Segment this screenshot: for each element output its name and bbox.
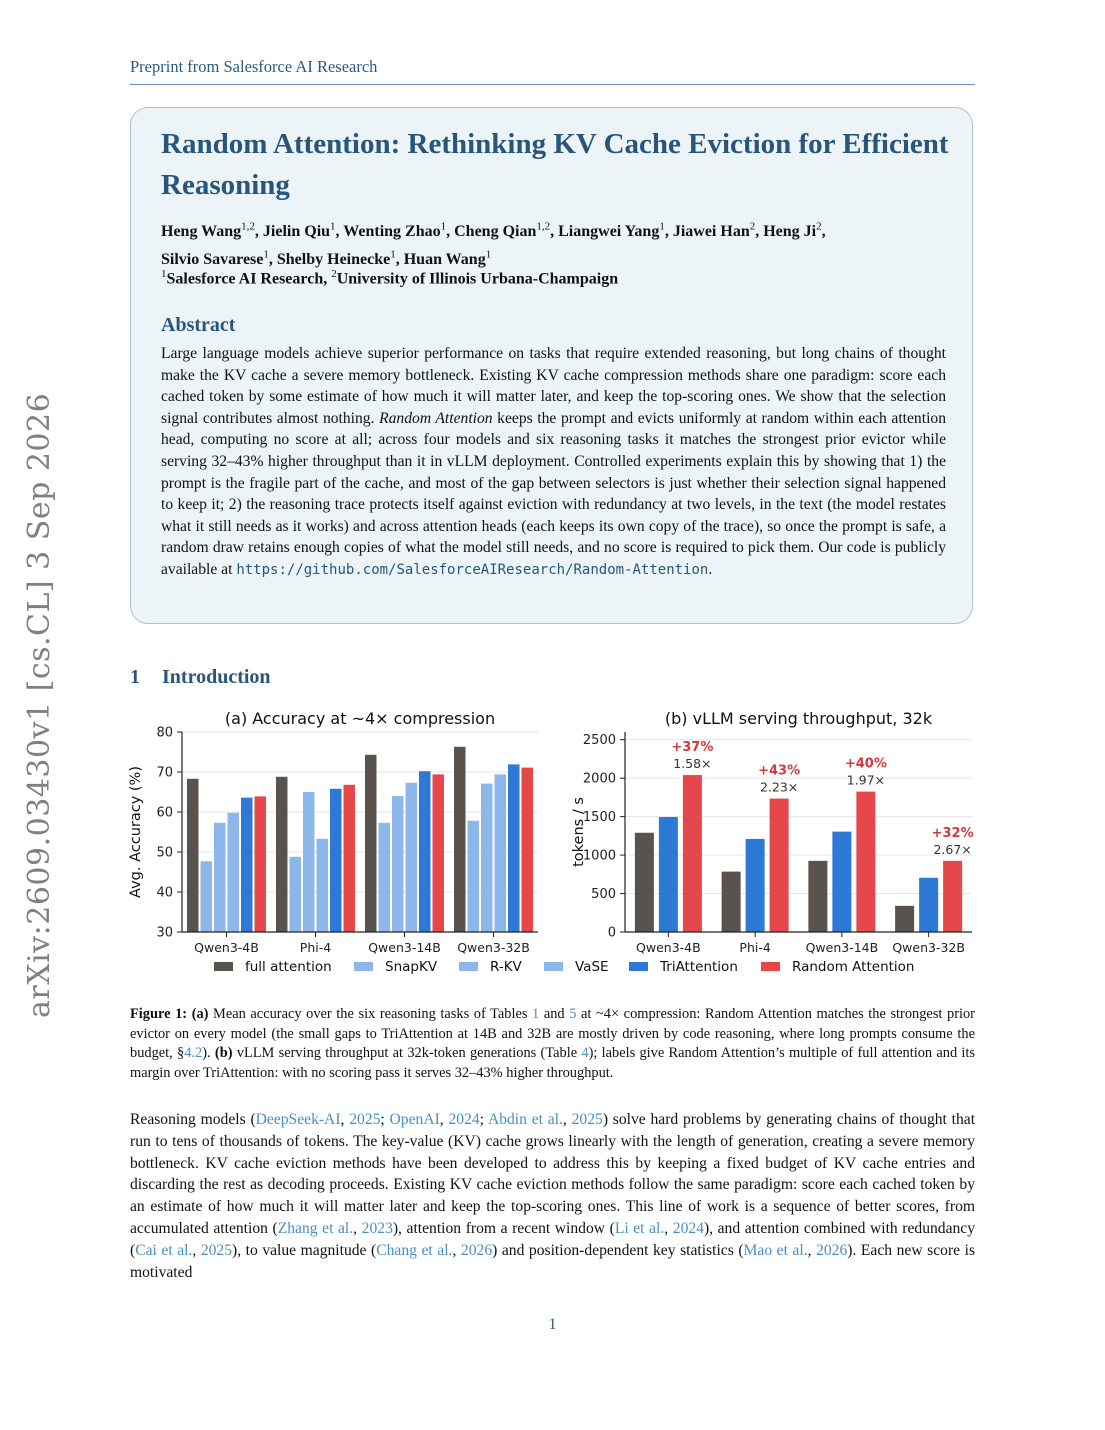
multiple-label: 2.23× (759, 779, 799, 795)
legend-swatch (629, 962, 648, 971)
table-ref-link[interactable]: 4 (581, 1045, 589, 1062)
section-ref-link[interactable]: 4.2 (184, 1045, 203, 1062)
y-tick-label: 80 (156, 725, 173, 741)
citation-link[interactable]: 2025 (200, 1241, 233, 1259)
bar (241, 798, 253, 932)
page-number: 1 (548, 1316, 557, 1333)
bar (943, 861, 962, 932)
bar (290, 857, 302, 932)
bar (406, 783, 418, 932)
citation-link[interactable]: DeepSeek-AI (255, 1111, 341, 1128)
x-tick-label: Phi-4 (299, 940, 332, 955)
y-tick-label: 60 (156, 805, 173, 821)
bar (522, 768, 534, 932)
bar (214, 823, 226, 932)
citation-link[interactable]: 2026 (460, 1241, 493, 1259)
bar (201, 861, 213, 932)
figure-caption: Figure 1: (a) Mean accuracy over the six reasoning tasks of Tables 1 and 5 at ~4× compression: Random Attention matches the strongest prior evictor on every model (the small gaps to TriAttention at 14B and 32B are mostly driven by code reasoning, where long prompts consume the budget, §4.2). (b) vLLM serving throughput at 32k-token generations (Table 4); labels give Random Attention’s multiple of full attention and its margin over TriAttention: with no scoring pass it serves 32–43% higher throughput. (130, 1006, 976, 1081)
code-url-link[interactable]: https://github.com/SalesforceAIResearch/Random-Attention (236, 561, 709, 578)
bar (722, 872, 741, 932)
x-tick-label: Qwen3-32B (892, 940, 965, 955)
x-tick-label: Qwen3-14B (368, 940, 441, 955)
bar (303, 792, 315, 932)
author: Liangwei Yang$^1$, (558, 221, 673, 241)
author-list (161, 216, 951, 271)
bar (808, 861, 827, 932)
affiliations: $^1$Salesforce AI Research, $^2$University of Illinois Urbana-Champaign (161, 268, 619, 288)
x-tick-label: Qwen3-32B (457, 940, 530, 955)
citation-link[interactable]: Cai et al. (135, 1241, 193, 1259)
bar (228, 813, 240, 932)
header-rule (130, 84, 975, 85)
x-tick-label: Qwen3-14B (805, 940, 879, 955)
legend-label: SnapKV (385, 959, 438, 975)
x-tick-label: Phi-4 (739, 940, 771, 955)
bar (379, 823, 391, 932)
legend-label: TriAttention (660, 959, 738, 975)
author: Cheng Qian$^{1,2}$, (454, 221, 559, 241)
y-tick-label: 70 (156, 765, 173, 781)
bar (468, 821, 480, 932)
bar (832, 832, 851, 932)
margin-label: +43% (758, 763, 801, 779)
legend-swatch (354, 962, 373, 971)
y-tick-label: 1000 (582, 848, 616, 864)
table-ref-link[interactable]: 1 (532, 1006, 540, 1022)
legend-swatch (214, 962, 233, 971)
title-abstract-box (130, 107, 973, 624)
bar (392, 796, 404, 932)
bar (770, 799, 789, 932)
abstract-text: Large language models achieve superior performance on tasks that require extended reasoning, but long chains of thought make the KV cache a severe memory bottleneck. Existing KV cache compression methods share one paradigm: score each cached token by some estimate of how much it will matter later, and keep the top-scoring ones. We show that the selection signal contributes almost nothing. Random Attention keeps the prompt and evicts uniformly at random within each attention head, computing no score at all; across four models and six reasoning tasks it matches the strongest prior evictor while serving 32–43% higher throughput than it in vLLM deployment. Controlled experiments explain this by showing that 1) the prompt is the fragile part of the cache, and most of the gap between selectors is just whether their selection signal happened to keep it; 2) the reasoning trace protects itself against eviction with redundancy at two levels, in the text (the model restates what it still needs as it works) and across attention heads (each keeps its own copy of the trace), so once the prompt is safe, a random draw retains enough copies of what the model still needs, and no score is required to pick them. Our code is publicly available at https://github.com/SalesforceAIResearch/Random-Attention. (161, 345, 946, 578)
y-tick-label: 2000 (582, 771, 616, 787)
multiple-label: 1.58× (673, 756, 712, 772)
arxiv-side-label: arXiv:2609.03430v1 [cs.CL] 3 Sep 2026 (22, 392, 57, 1018)
citation-link[interactable]: 2023 (361, 1219, 393, 1237)
bar (344, 785, 356, 932)
bar (454, 747, 466, 932)
citation-link[interactable]: Zhang et al. (277, 1219, 354, 1237)
author: Jielin Qiu$^1$, (262, 221, 344, 241)
figure-1 (126, 700, 986, 980)
bar (746, 839, 765, 932)
paper-title: Random Attention: Rethinking KV Cache Eviction for Efficient Reasoning (161, 128, 949, 201)
abstract-heading: Abstract (161, 314, 236, 336)
x-tick-label: Qwen3-4B (636, 940, 701, 955)
bar (856, 792, 875, 932)
citation-link[interactable]: 2025 (349, 1111, 381, 1128)
citation-link[interactable]: 2024 (672, 1219, 704, 1237)
citation-link[interactable]: Mao et al. (743, 1241, 808, 1259)
y-tick-label: 2500 (582, 733, 616, 749)
legend-swatch (459, 962, 478, 971)
citation-link[interactable]: 2025 (571, 1111, 603, 1128)
citation-link[interactable]: Chang et al. (376, 1241, 453, 1259)
bar (635, 833, 654, 932)
bar (895, 906, 914, 932)
chart-title: (b) vLLM serving throughput, 32k (664, 709, 933, 728)
citation-link[interactable]: 2024 (448, 1111, 480, 1128)
legend-label: Random Attention (792, 959, 915, 975)
bar (919, 878, 938, 932)
bar (365, 755, 377, 932)
legend-label: VaSE (575, 959, 609, 975)
x-tick-label: Qwen3-4B (194, 940, 259, 955)
y-tick-label: 1500 (582, 810, 616, 826)
legend-label: full attention (245, 959, 332, 975)
figure-1-chart (126, 700, 986, 980)
bar (659, 817, 678, 932)
section-heading-introduction: 1 Introduction (130, 666, 271, 688)
multiple-label: 2.67× (933, 841, 972, 857)
bar (683, 775, 702, 932)
y-tick-label: 0 (607, 925, 616, 941)
legend-swatch (761, 962, 780, 971)
chart-title: (a) Accuracy at ~4× compression (224, 709, 496, 728)
citation-link[interactable]: OpenAI (389, 1111, 440, 1128)
bar (495, 774, 507, 932)
margin-label: +37% (671, 740, 714, 756)
author: Jiawei Han$^2$, (672, 221, 764, 241)
citation-link[interactable]: 2026 (816, 1241, 848, 1259)
bar (481, 784, 493, 932)
citation-link[interactable]: Li et al. (614, 1219, 665, 1237)
y-axis-label: Avg. Accuracy (%) (128, 766, 144, 898)
bar (255, 796, 267, 932)
table-ref-link[interactable]: 5 (569, 1006, 577, 1022)
bar (419, 771, 431, 932)
y-tick-label: 30 (156, 925, 173, 941)
legend-swatch (544, 962, 563, 971)
running-header: Preprint from Salesforce AI Research (130, 57, 378, 76)
author: Huan Wang$^1$ (403, 248, 492, 268)
author: Silvio Savarese$^1$, (161, 248, 277, 268)
y-axis-label: tokens / s (571, 797, 587, 867)
intro-paragraph: Reasoning models (DeepSeek-AI, 2025; OpenAI, 2024; Abdin et al., 2025) solve hard problems by generating chains of thought that run to tens of thousands of tokens. The key-value (KV) cache grows linearly with the length of generation, creating a severe memory bottleneck. KV cache eviction methods have been developed to address this by keeping a fixed budget of KV cache entries and discarding the rest as decoding proceeds. Existing KV cache eviction methods follow the same paradigm: score each cached token by an estimate of how much it will matter later and keep the top-scoring ones. This line of work is a sequence of better scores, from accumulated attention (Zhang et al., 2023), attention from a recent window (Li et al., 2024), and attention combined with redundancy (Cai et al., 2025), to value magnitude (Chang et al., 2026) and position-dependent key statistics (Mao et al., 2026). Each new score is motivated (130, 1111, 976, 1281)
author: Heng Wang$^{1,2}$, (161, 221, 263, 241)
bar (276, 777, 288, 932)
bar (187, 779, 199, 932)
margin-label: +32% (931, 825, 974, 841)
author: Wenting Zhao$^1$, (343, 221, 455, 241)
bar (508, 764, 520, 932)
author: Heng Ji$^2$, (763, 221, 826, 241)
legend-label: R-KV (490, 959, 522, 975)
y-tick-label: 40 (156, 885, 173, 901)
citation-link[interactable]: Abdin et al. (487, 1111, 563, 1128)
margin-label: +40% (844, 756, 887, 772)
y-tick-label: 50 (156, 845, 173, 861)
y-tick-label: 500 (591, 887, 616, 903)
bar (317, 839, 329, 932)
bar (433, 774, 445, 932)
bar (330, 789, 342, 932)
author: Shelby Heinecke$^1$, (276, 248, 404, 268)
multiple-label: 1.97× (846, 772, 886, 788)
